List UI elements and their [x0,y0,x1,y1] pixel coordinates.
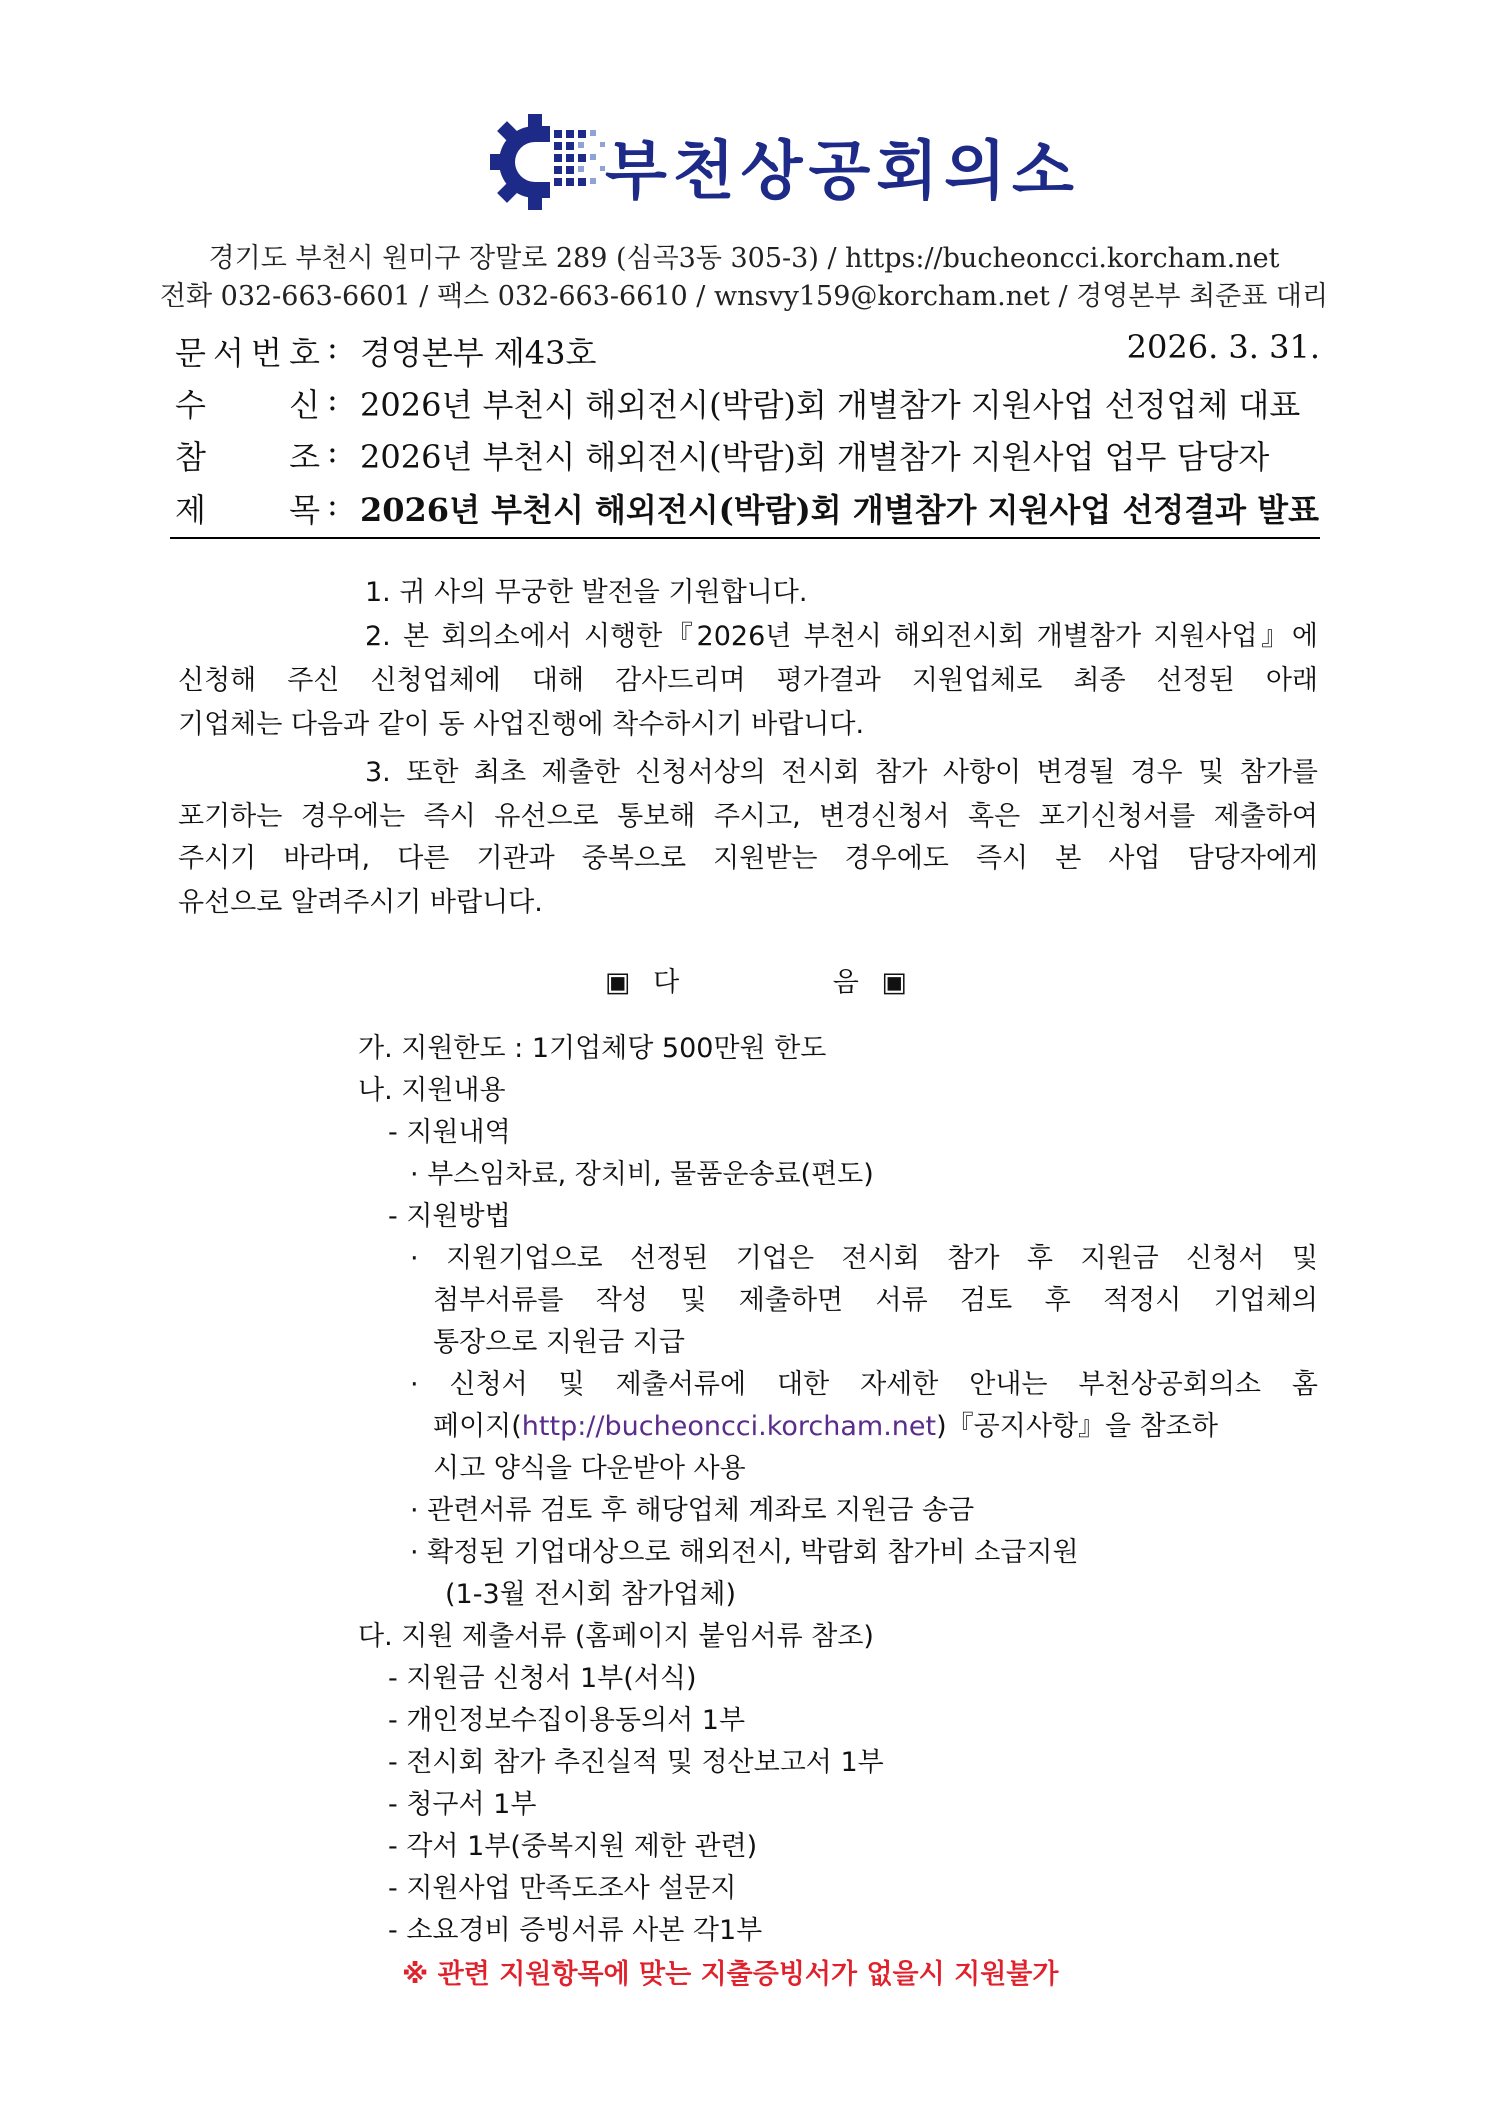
label-char: 목 [289,491,320,529]
label-char: 호 [289,334,320,372]
subject-value: 2026년 부천시 해외전시(박람)회 개별참가 지원사업 선정결과 발표 [360,491,1319,529]
item-da-3: - 전시회 참가 추진실적 및 정산보고서 1부 [388,1747,884,1778]
paragraph-2-line-3: 기업체는 다음과 같이 동 사업진행에 착수하시기 바랍니다. [178,709,865,740]
doc-number-value: 경영본부 제43호 [360,334,597,372]
paragraph-2-line-2: 신청해 주신 신청업체에 대해 감사드리며 평가결과 지원업체로 최종 선정된 아래 [178,665,1318,696]
item-na-2-c: · 관련서류 검토 후 해당업체 계좌로 지원금 송금 [410,1495,975,1526]
square-mark-icon: ▣ [881,967,907,998]
item-na-2-d-line-2: (1-3월 전시회 참가업체) [445,1579,736,1610]
item-da-2: - 개인정보수집이용동의서 1부 [388,1705,746,1736]
item-na: 나. 지원내용 [358,1075,506,1106]
homepage-link[interactable]: http://bucheoncci.korcham.net [521,1411,937,1442]
label-char: 문 [175,334,206,372]
item-da-5: - 각서 1부(중복지원 제한 관련) [388,1831,758,1862]
org-address-line: 경기도 부천시 원미구 장말로 289 (심곡3동 305-3) / https://bucheoncci.korcham.net [208,243,1280,274]
paragraph-3-line-1: 3. 또한 최초 제출한 신청서상의 전시회 참가 사항이 변경될 경우 및 참가를 [365,757,1318,788]
org-contact-line: 전화 032-663-6601 / 팩스 032-663-6610 / wnsvy159@korcham.net / 경영본부 최준표 대리 [159,281,1329,312]
heading-char-eum: 음 [832,967,859,998]
item-na-2-a-line-2: 첨부서류를 작성 및 제출하면 서류 검토 후 적정시 기업체의 [433,1285,1318,1316]
notice-heading [605,960,907,999]
colon: : [327,485,338,523]
paragraph-3-line-4: 유선으로 알려주시기 바랍니다. [178,887,543,918]
item-na-1-a: · 부스임차료, 장치비, 물품운송료(편도) [410,1159,874,1190]
header-subject-row [175,485,1320,533]
item-na-2-a-line-3: 통장으로 지원금 지급 [433,1327,685,1358]
label-char: 조 [289,438,320,476]
item-na-1: - 지원내역 [388,1117,511,1148]
label-char: 신 [289,386,320,424]
label-char: 서 [213,334,244,372]
item-da-4: - 청구서 1부 [388,1789,537,1820]
header-recipient-row [175,380,1320,428]
gear-logo-icon [490,112,620,212]
colon: : [327,380,338,418]
label-char: 번 [251,334,282,372]
paragraph-3-line-2: 포기하는 경우에는 즉시 유선으로 통보해 주시고, 변경신청서 혹은 포기신청서를 제출하여 [178,801,1318,832]
item-na-2: - 지원방법 [388,1201,511,1232]
square-mark-icon: ▣ [605,967,631,998]
text: )『공지사항』을 참조하 [936,1411,1218,1442]
paragraph-1: 1. 귀 사의 무궁한 발전을 기원합니다. [365,577,808,608]
colon: : [327,328,338,366]
item-na-2-a-line-1: · 지원기업으로 선정된 기업은 전시회 참가 후 지원금 신청서 및 [410,1243,1318,1274]
item-da-7: - 소요경비 증빙서류 사본 각1부 [388,1915,763,1946]
text: 페이지( [433,1411,522,1442]
label-char: 참 [175,438,206,476]
logo-text: 부천상공회의소 [605,135,1080,209]
item-da-1: - 지원금 신청서 1부(서식) [388,1663,697,1694]
header-divider [170,537,1320,539]
item-da-6: - 지원사업 만족도조사 설문지 [388,1873,737,1904]
doc-date: 2026. 3. 31. [1126,328,1320,366]
reference-value: 2026년 부천시 해외전시(박람)회 개별참가 지원사업 업무 담당자 [360,438,1270,476]
label-char: 수 [175,386,206,424]
paragraph-2-line-1: 2. 본 회의소에서 시행한『2026년 부천시 해외전시회 개별참가 지원사업』에 [365,621,1318,652]
colon: : [327,432,338,470]
recipient-value: 2026년 부천시 해외전시(박람)회 개별참가 지원사업 선정업체 대표 [360,386,1301,424]
heading-char-da: 다 [653,967,680,998]
label-char: 제 [175,491,206,529]
header-doc-number-row [175,328,1320,376]
doc-number-label [175,328,320,374]
header-reference-row [175,432,1320,480]
item-da: 다. 지원 제출서류 (홈페이지 붙임서류 참조) [358,1621,874,1652]
reference-label [175,432,320,478]
item-ga: 가. 지원한도 : 1기업체당 500만원 한도 [358,1033,827,1064]
item-na-2-b-line-1: · 신청서 및 제출서류에 대한 자세한 안내는 부천상공회의소 홈 [410,1369,1318,1400]
recipient-label [175,380,320,426]
item-na-2-b-line-2 [433,1404,1318,1443]
warning-note: ※ 관련 지원항목에 맞는 지출증빙서가 없을시 지원불가 [402,1959,1059,1990]
item-na-2-b-line-3: 시고 양식을 다운받아 사용 [433,1453,746,1484]
logo [490,112,1080,212]
item-na-2-d-line-1: · 확정된 기업대상으로 해외전시, 박람회 참가비 소급지원 [410,1537,1079,1568]
subject-label [175,485,320,531]
paragraph-3-line-3: 주시기 바라며, 다른 기관과 중복으로 지원받는 경우에도 즉시 본 사업 담당자에게 [178,843,1318,874]
